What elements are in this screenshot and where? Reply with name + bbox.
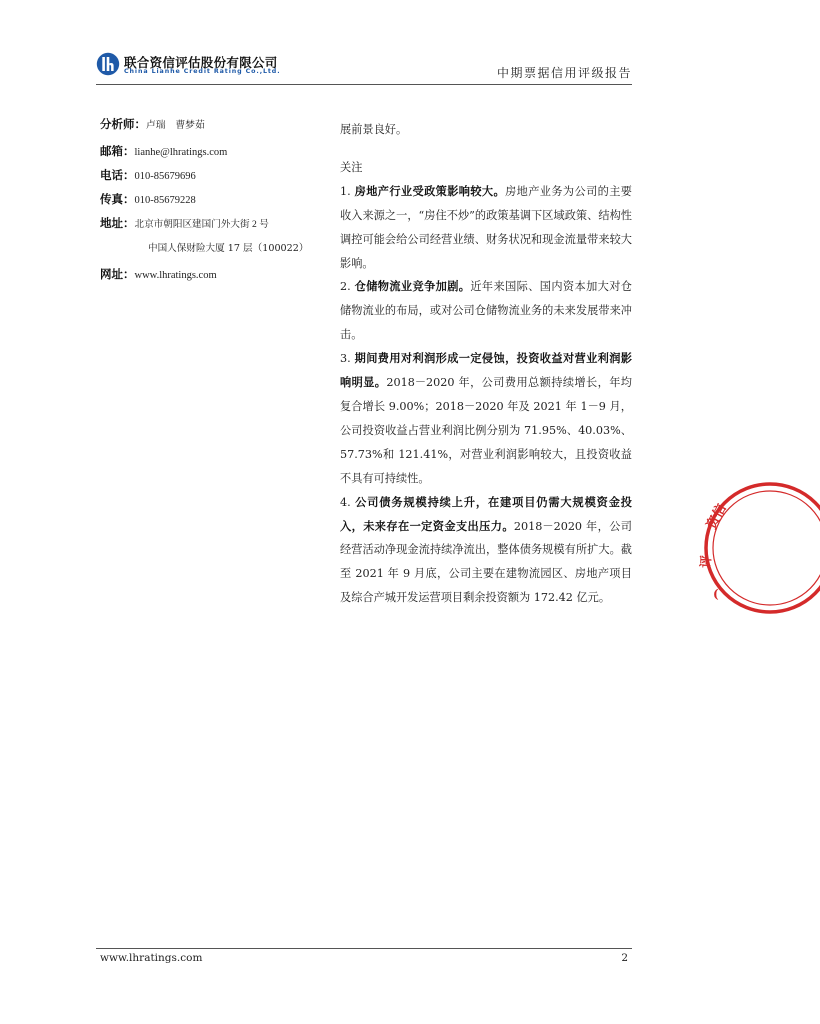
concern-item-4 xyxy=(340,491,632,611)
fax-row xyxy=(100,191,196,207)
seal-icon xyxy=(700,428,820,668)
concern-item-1 xyxy=(340,180,632,276)
lh-logo-icon xyxy=(96,52,120,76)
svg-text:(: ( xyxy=(713,587,719,601)
concern-text: 房地产业务为公司的主要收入来源之一，“房住不炒”的政策基调下区域政策、结构性调控可能会给公司经营业绩、财务状况和现金流量带来较大影响。 xyxy=(340,184,632,270)
address-line-2: 中国人保财险大厦 17 层（100022） xyxy=(148,243,309,254)
concern-number: 3. xyxy=(340,352,351,366)
body-column xyxy=(340,118,632,610)
website-value[interactable]: www.lhratings.com xyxy=(134,270,217,281)
phone-value: 010-85679696 xyxy=(134,171,196,182)
company-logo xyxy=(96,52,286,78)
footer-website[interactable]: www.lhratings.com xyxy=(100,952,203,964)
concern-heading: 公司债务规模持续上升，在建项目仍需大规模资金投入，未来存在一定资金支出压力。 xyxy=(340,495,632,533)
address-row xyxy=(100,215,269,231)
concern-item-3 xyxy=(340,347,632,490)
section-title-concerns: 关注 xyxy=(340,160,363,174)
concern-heading: 期间费用对利润形成一定侵蚀，投资收益对营业利润影响明显。 xyxy=(340,352,632,390)
email-row xyxy=(100,143,227,159)
concern-number: 1. xyxy=(340,184,351,198)
concern-number: 2. xyxy=(340,280,351,294)
concern-text: 近年来国际、国内资本加大对仓储物流业的布局，或对公司仓储物流业务的未来发展带来冲击。 xyxy=(340,280,632,342)
address-line-1: 北京市朝阳区建国门外大街 2 号 xyxy=(134,219,269,230)
svg-text:资信: 资信 xyxy=(704,501,730,532)
intro-tail: 展前景良好。 xyxy=(340,123,408,136)
phone-label: 电话： xyxy=(100,168,135,182)
phone-row xyxy=(100,167,196,183)
analyst-value: 卢瑞 曹梦茹 xyxy=(146,120,205,131)
report-type-title: 中期票据信用评级报告 xyxy=(496,66,632,80)
concern-text: 2018－2020 年，公司费用总额持续增长，年均复合增长 9.00%；2018－2020 年及 2021 年 1－9 月，公司投资收益占营业利润比例分别为 71.95%、40.03%、57.73%和 121.41%，对营业利润影响较大，且投资收益不具有可持续性。 xyxy=(340,376,632,485)
fax-value: 010-85679228 xyxy=(134,195,196,206)
analyst-label: 分析师： xyxy=(100,117,146,131)
svg-text:评: 评 xyxy=(699,554,715,569)
concern-heading: 仓储物流业竞争加剧。 xyxy=(354,280,471,294)
email-value[interactable]: lianhe@lhratings.com xyxy=(134,147,228,158)
concern-heading: 房地产行业受政策影响较大。 xyxy=(354,184,506,198)
concern-text: 2018－2020 年，公司经营活动净现金流持续净流出，整体债务规模有所扩大。截至 2021 年 9 月底，公司主要在建物流园区、房地产项目及综合产城开发运营项目剩余投资额为 172.42 亿元。 xyxy=(340,519,632,605)
company-name-cn: 联合资信评估股份有限公司 xyxy=(124,55,278,70)
address-label: 地址： xyxy=(100,216,135,230)
email-label: 邮箱： xyxy=(100,144,135,158)
fax-label: 传真： xyxy=(100,192,135,206)
company-name-en: China Lianhe Credit Rating Co.,Ltd. xyxy=(124,68,281,75)
concern-number: 4. xyxy=(340,495,351,509)
footer-divider xyxy=(96,948,632,949)
page-number: 2 xyxy=(621,952,628,964)
website-row xyxy=(100,266,217,282)
analyst-row xyxy=(100,116,205,132)
header-divider xyxy=(96,84,632,85)
concern-item-2 xyxy=(340,275,632,347)
red-seal-stamp xyxy=(699,428,730,668)
website-label: 网址： xyxy=(100,267,135,281)
